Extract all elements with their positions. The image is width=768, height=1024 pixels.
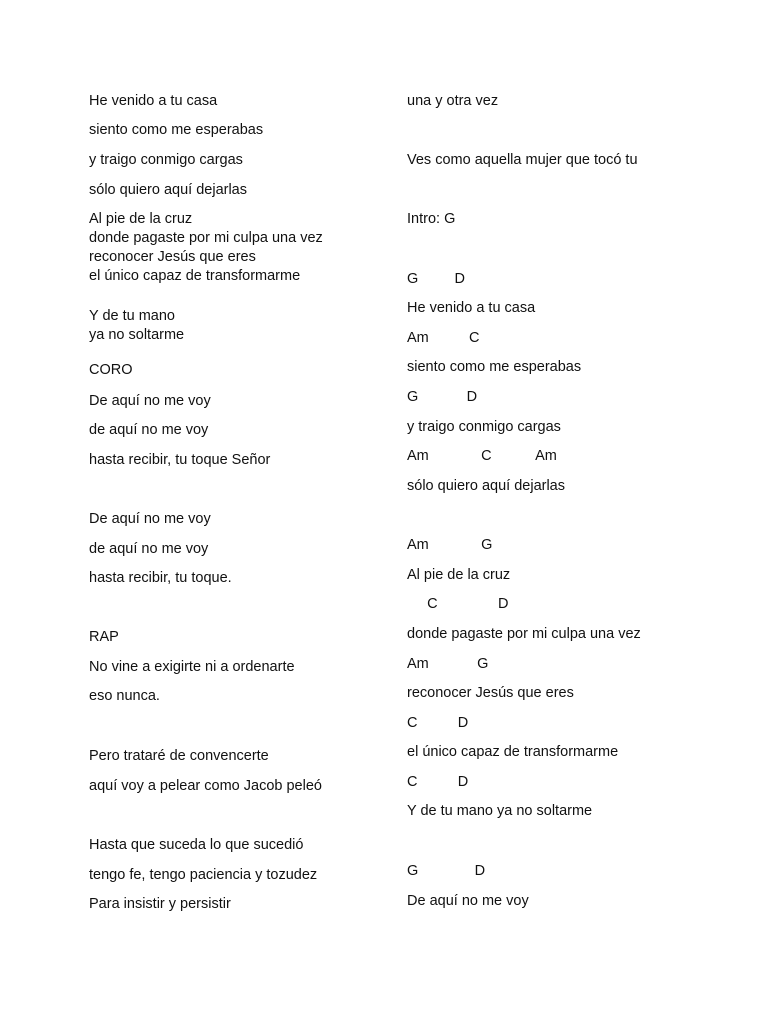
chord-line: G D [407,271,466,287]
lyric-line: reconocer Jesús que eres [407,685,574,701]
lyric-line: eso nunca. [89,688,160,704]
lyric-line: y traigo conmigo cargas [407,419,561,435]
section-heading: CORO [89,362,133,378]
lyric-line: Hasta que suceda lo que sucedió [89,837,304,853]
lyric-line: aquí voy a pelear como Jacob peleó [89,778,322,794]
lyric-line: Ves como aquella mujer que tocó tu [407,152,638,168]
lyric-line: el único capaz de transformarme [89,268,301,284]
lyric-line: de aquí no me voy [89,422,209,438]
lyric-line: una y otra vez [407,93,499,109]
lyric-line: sólo quiero aquí dejarlas [89,182,247,198]
lyric-line: Pero trataré de convencerte [89,748,269,764]
lyric-line: Al pie de la cruz [407,567,511,583]
chord-line: Am C [407,330,480,346]
chord-line: Am C Am [407,448,557,464]
lyric-line: Al pie de la cruz [89,211,193,227]
chord-line: C D [407,596,509,612]
lyric-line: No vine a exigirte ni a ordenarte [89,659,295,675]
lyric-line: hasta recibir, tu toque. [89,570,232,586]
lyric-line: De aquí no me voy [407,893,529,909]
lyric-line: el único capaz de transformarme [407,744,619,760]
chord-line: Am G [407,656,489,672]
lyric-line: Para insistir y persistir [89,896,231,912]
lyric-line: siento como me esperabas [407,359,582,375]
lyric-line: ya no soltarme [89,327,185,343]
lyric-line: donde pagaste por mi culpa una vez [407,626,641,642]
chord-line: G D [407,863,486,879]
chord-line: C D [407,774,469,790]
lyric-line: Y de tu mano [89,308,175,324]
lyric-line: Y de tu mano ya no soltarme [407,803,593,819]
lyric-line: De aquí no me voy [89,393,211,409]
lyric-line: He venido a tu casa [89,93,218,109]
lyric-line: donde pagaste por mi culpa una vez [89,230,323,246]
lyric-line: He venido a tu casa [407,300,536,316]
lyric-line: reconocer Jesús que eres [89,249,256,265]
lyric-line: y traigo conmigo cargas [89,152,243,168]
intro-line: Intro: G [407,211,456,227]
section-heading: RAP [89,629,119,645]
lyric-line: hasta recibir, tu toque Señor [89,452,271,468]
lyric-line: sólo quiero aquí dejarlas [407,478,565,494]
lyric-line: de aquí no me voy [89,541,209,557]
lyric-line: tengo fe, tengo paciencia y tozudez [89,867,318,883]
chord-line: Am G [407,537,493,553]
lyric-line: De aquí no me voy [89,511,211,527]
chord-line: G D [407,389,478,405]
chord-line: C D [407,715,469,731]
lyric-line: siento como me esperabas [89,122,264,138]
